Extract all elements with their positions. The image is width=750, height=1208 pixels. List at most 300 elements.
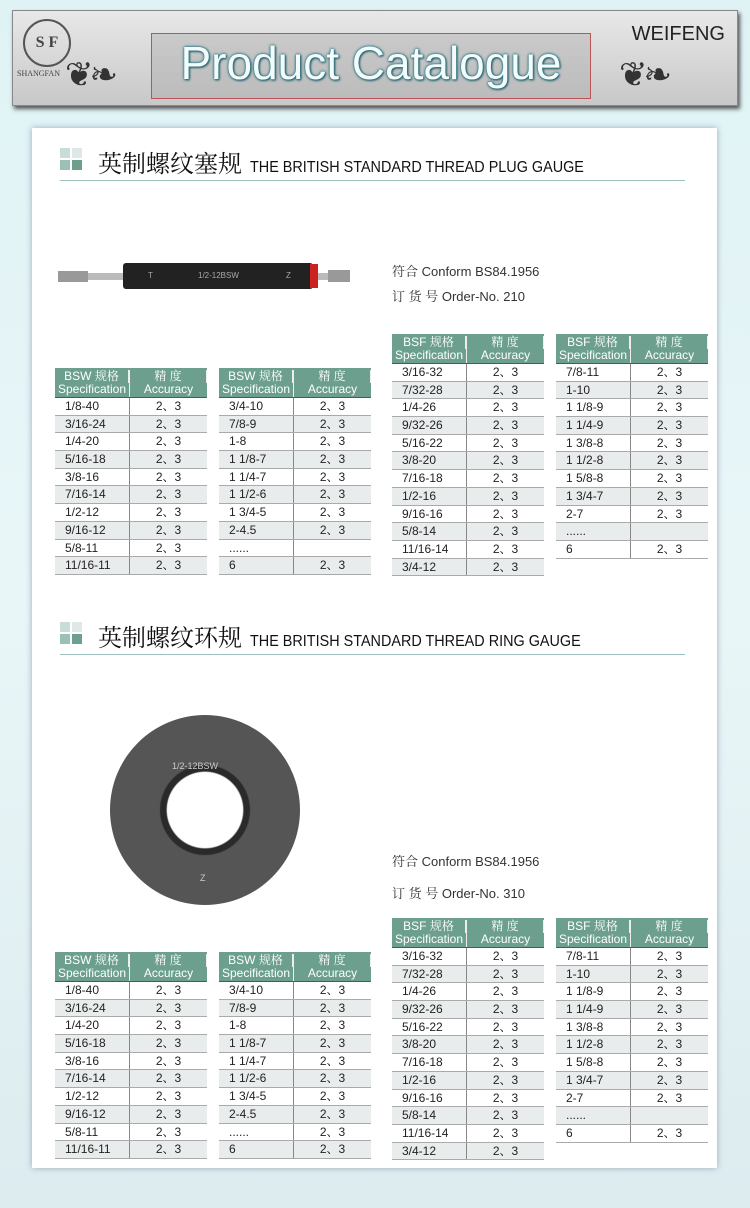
table-row [556, 523, 708, 541]
spec-cell: 1 1/2-6 [219, 486, 294, 503]
title-cn: 英制螺纹塞规 [98, 151, 242, 178]
table-row [55, 469, 207, 487]
accuracy-cell: 2、3 [155, 1018, 182, 1033]
spec-cell: 1 3/8-8 [556, 435, 631, 452]
accuracy-cell: 2、3 [492, 506, 519, 521]
accuracy-cell: 2、3 [492, 1019, 519, 1034]
table-row [556, 1036, 708, 1054]
ring-gauge-image [110, 715, 300, 905]
table-body [392, 948, 544, 1160]
accuracy-cell: 2、3 [492, 453, 519, 468]
accuracy-cell: 2、3 [155, 1036, 182, 1051]
spec-cell: 1 1/8-7 [219, 451, 294, 468]
table-row [219, 522, 371, 540]
accuracy-cell: 2、3 [319, 1036, 346, 1051]
order-number: 订 货 号 Order-No. 310 [392, 886, 525, 901]
accuracy-cell: 2、3 [492, 1072, 519, 1087]
spec-cell: 1/2-16 [392, 1072, 467, 1089]
spec-header [55, 370, 130, 397]
spec-header-cn: BSW 规格 [55, 954, 129, 967]
spec-cell: 6 [556, 541, 631, 558]
table-row [55, 416, 207, 434]
accuracy-cell: 2、3 [155, 540, 182, 555]
accuracy-header-en: Accuracy [307, 382, 358, 396]
accuracy-cell: 2、3 [656, 506, 683, 521]
table-row [55, 504, 207, 522]
accuracy-cell: 2、3 [155, 505, 182, 520]
accuracy-cell: 2、3 [492, 418, 519, 433]
table-row [556, 506, 708, 524]
table-row [392, 983, 544, 1001]
accuracy-cell: 2、3 [319, 505, 346, 520]
table-row [392, 506, 544, 524]
spec-header [392, 336, 467, 363]
accuracy-cell: 2、3 [319, 558, 346, 573]
spec-cell: 9/16-16 [392, 1090, 467, 1107]
accuracy-header-cn: 精 度 [631, 920, 708, 933]
spec-cell: 5/8-14 [392, 523, 467, 540]
table-row [392, 452, 544, 470]
spec-cell: 1/4-26 [392, 399, 467, 416]
accuracy-cell: 2、3 [656, 1055, 683, 1070]
catalogue-title: Product Catalogue [180, 37, 562, 89]
accuracy-cell: 2、3 [492, 559, 519, 574]
accuracy-header-en: Accuracy [480, 932, 531, 946]
spec-cell: 11/16-14 [392, 1125, 467, 1142]
spec-cell: 1 1/4-9 [556, 1001, 631, 1018]
spec-cell: 1 3/8-8 [556, 1019, 631, 1036]
spec-cell: 11/16-11 [55, 557, 130, 574]
gauge-marking: 1/2-12BSW [198, 271, 239, 280]
accuracy-header-en: Accuracy [143, 966, 194, 980]
table-row [556, 1072, 708, 1090]
accuracy-cell: 2、3 [319, 1071, 346, 1086]
spec-cell: 5/8-14 [392, 1107, 467, 1124]
spec-cell: 1 3/4-5 [219, 504, 294, 521]
table-row [392, 1090, 544, 1108]
table-row [392, 382, 544, 400]
table-row [392, 1125, 544, 1143]
accuracy-cell: 2、3 [155, 487, 182, 502]
spec-cell: 1 1/2-8 [556, 452, 631, 469]
spec-cell: 3/8-16 [55, 1053, 130, 1070]
accuracy-cell: 2、3 [656, 382, 683, 397]
table-row [219, 982, 371, 1000]
table-row [556, 1090, 708, 1108]
accuracy-cell: 2、3 [319, 983, 346, 997]
accuracy-cell: 2、3 [319, 399, 346, 413]
accuracy-cell: 2、3 [319, 487, 346, 502]
spec-header-cn: BSW 规格 [219, 370, 293, 383]
spec-cell: 1/2-12 [55, 504, 130, 521]
spec-cell: 9/16-12 [55, 522, 130, 539]
accuracy-cell: 2、3 [492, 949, 519, 963]
accuracy-cell: 2、3 [492, 1108, 519, 1123]
accuracy-cell: 2、3 [492, 1143, 519, 1158]
table-row [392, 559, 544, 577]
accuracy-cell: 2、3 [656, 541, 683, 556]
spec-cell: 2-4.5 [219, 522, 294, 539]
accuracy-cell: 2、3 [155, 452, 182, 467]
table-row [55, 1106, 207, 1124]
spec-header-cn: BSF 规格 [556, 336, 630, 349]
spec-cell: 1/4-20 [55, 1017, 130, 1034]
accuracy-cell: 2、3 [155, 983, 182, 997]
spec-header-cn: BSF 规格 [392, 336, 466, 349]
table-row [392, 364, 544, 382]
table-row [556, 1001, 708, 1019]
spec-cell: 3/4-12 [392, 559, 467, 576]
table-header [556, 334, 708, 364]
accuracy-cell: 2、3 [155, 522, 182, 537]
spec-cell: 5/16-18 [55, 451, 130, 468]
table-row [55, 486, 207, 504]
spec-cell: 1/2-12 [55, 1088, 130, 1105]
accuracy-cell: 2、3 [155, 416, 182, 431]
accuracy-cell: 2、3 [319, 469, 346, 484]
spec-cell: 7/8-9 [219, 416, 294, 433]
table-row [392, 1107, 544, 1125]
spec-header-en: Specification [57, 966, 127, 980]
accuracy-header-cn: 精 度 [294, 370, 371, 383]
table-row [55, 398, 207, 416]
accuracy-cell: 2、3 [656, 1125, 683, 1140]
spec-header [556, 336, 631, 363]
accuracy-cell: 2、3 [319, 522, 346, 537]
table-row [219, 1070, 371, 1088]
table-header [219, 368, 371, 398]
plug-gauge-image [58, 262, 350, 290]
accuracy-cell: 2、3 [492, 1055, 519, 1070]
accuracy-cell: 2、3 [319, 1018, 346, 1033]
table-row [55, 451, 207, 469]
spec-cell: 6 [219, 1141, 294, 1158]
conform-text: 符合 Conform BS84.1956 [392, 854, 540, 869]
section-square-icon [60, 148, 82, 170]
accuracy-cell: 2、3 [155, 1142, 182, 1157]
accuracy-cell: 2、3 [492, 488, 519, 503]
order-number: 订 货 号 Order-No. 210 [392, 289, 525, 304]
spec-cell: 2-7 [556, 506, 631, 523]
spec-cell: 7/8-11 [556, 948, 631, 965]
table-row [55, 557, 207, 575]
spec-cell: 1/2-16 [392, 488, 467, 505]
spec-header-en: Specification [394, 932, 464, 946]
accuracy-header [467, 920, 544, 947]
table-row [392, 488, 544, 506]
spec-table [55, 952, 207, 1159]
accuracy-cell: 2、3 [492, 984, 519, 999]
table-row [392, 541, 544, 559]
accuracy-cell: 2、3 [155, 1071, 182, 1086]
table-row [556, 364, 708, 382]
spec-cell: 2-4.5 [219, 1106, 294, 1123]
accuracy-cell: 2、3 [656, 488, 683, 503]
spec-header-en: Specification [558, 932, 628, 946]
accuracy-cell: 2、3 [155, 469, 182, 484]
table-row [556, 966, 708, 984]
accuracy-header-en: Accuracy [307, 966, 358, 980]
table-body [219, 398, 371, 575]
spec-cell: 1/4-26 [392, 983, 467, 1000]
accuracy-header [294, 370, 371, 397]
accuracy-cell: 2、3 [155, 1089, 182, 1104]
spec-cell: 1 5/8-8 [556, 1054, 631, 1071]
accuracy-cell: 2、3 [656, 966, 683, 981]
accuracy-cell: 2、3 [319, 1089, 346, 1104]
spec-cell: 3/16-24 [55, 1000, 130, 1017]
table-row [219, 1000, 371, 1018]
spec-header-en: Specification [394, 348, 464, 362]
table-row [219, 398, 371, 416]
table-row [556, 470, 708, 488]
accuracy-header-cn: 精 度 [130, 370, 207, 383]
spec-cell: 5/8-11 [55, 540, 130, 557]
accuracy-cell: 2、3 [319, 1124, 346, 1139]
table-row [556, 452, 708, 470]
spec-cell: 5/16-22 [392, 1019, 467, 1036]
logo-subtitle: SHANGFAN [17, 69, 60, 78]
accuracy-cell: 2、3 [155, 1106, 182, 1121]
spec-cell: ...... [556, 523, 631, 540]
table-row [392, 1001, 544, 1019]
spec-header-en: Specification [221, 966, 291, 980]
spec-cell: 7/32-28 [392, 966, 467, 983]
accuracy-cell: 2、3 [155, 558, 182, 573]
table-row [556, 399, 708, 417]
accuracy-cell: 2、3 [656, 1019, 683, 1034]
spec-cell: 7/16-18 [392, 470, 467, 487]
accuracy-cell: 2、3 [319, 1053, 346, 1068]
spec-cell: 6 [556, 1125, 631, 1142]
table-body [219, 982, 371, 1159]
gauge-z: Z [286, 271, 291, 280]
accuracy-cell: 2、3 [492, 1125, 519, 1140]
table-header [392, 334, 544, 364]
accuracy-cell: 2、3 [492, 365, 519, 379]
spec-cell: 1 1/8-9 [556, 983, 631, 1000]
accuracy-cell: 2、3 [492, 524, 519, 539]
accuracy-cell: 2、3 [656, 1002, 683, 1017]
table-row [556, 1125, 708, 1143]
gauge-marking: 1/2-12BSW [172, 761, 219, 771]
divider [60, 654, 685, 655]
table-row [55, 1053, 207, 1071]
table-row [219, 433, 371, 451]
table-row [556, 1107, 708, 1125]
table-body [392, 364, 544, 576]
table-row [219, 1053, 371, 1071]
accuracy-header-cn: 精 度 [467, 920, 544, 933]
spec-table [55, 368, 207, 575]
ornament-icon: ❦❧ [65, 56, 114, 94]
accuracy-cell: 2、3 [656, 984, 683, 999]
table-row [392, 470, 544, 488]
accuracy-cell: 2、3 [656, 435, 683, 450]
table-row [392, 1072, 544, 1090]
ornament-icon: ❦❧ [619, 56, 668, 94]
spec-cell: 1-8 [219, 433, 294, 450]
title-en: THE BRITISH STANDARD THREAD PLUG GAUGE [250, 159, 584, 176]
spec-cell: 5/16-22 [392, 435, 467, 452]
spec-cell: 1 5/8-8 [556, 470, 631, 487]
table-row [556, 948, 708, 966]
accuracy-cell: 2、3 [155, 1124, 182, 1139]
table-row [55, 522, 207, 540]
table-row [55, 1141, 207, 1159]
spec-cell: 1 1/8-7 [219, 1035, 294, 1052]
table-row [219, 1106, 371, 1124]
table-header [392, 918, 544, 948]
spec-cell: 3/4-10 [219, 398, 294, 415]
table-row [392, 1019, 544, 1037]
table-row [219, 486, 371, 504]
spec-table [392, 918, 544, 1160]
accuracy-header-en: Accuracy [644, 348, 695, 362]
spec-cell: 7/16-18 [392, 1054, 467, 1071]
accuracy-cell: 2、3 [656, 1072, 683, 1087]
accuracy-cell: 2、3 [656, 418, 683, 433]
spec-table [219, 952, 371, 1159]
accuracy-cell: 2、3 [656, 949, 683, 963]
accuracy-cell [294, 540, 371, 557]
table-row [55, 1088, 207, 1106]
spec-header-en: Specification [558, 348, 628, 362]
accuracy-cell: 2、3 [319, 1000, 346, 1015]
title-box [151, 33, 591, 99]
table-row [55, 1000, 207, 1018]
spec-header [392, 920, 467, 947]
spec-cell: 1 3/4-5 [219, 1088, 294, 1105]
spec-cell: 2-7 [556, 1090, 631, 1107]
accuracy-cell: 2、3 [492, 966, 519, 981]
spec-cell: 1 1/4-9 [556, 417, 631, 434]
spec-cell: 1 1/4-7 [219, 469, 294, 486]
table-row [219, 451, 371, 469]
table-row [556, 1019, 708, 1037]
spec-cell: 3/4-10 [219, 982, 294, 999]
table-header [55, 368, 207, 398]
table-row [219, 1141, 371, 1159]
accuracy-header [631, 336, 708, 363]
section-title-ring [98, 618, 617, 653]
table-row [556, 382, 708, 400]
accuracy-cell: 2、3 [492, 541, 519, 556]
spec-cell: 1/8-40 [55, 982, 130, 999]
accuracy-cell: 2、3 [492, 382, 519, 397]
table-row [392, 435, 544, 453]
catalogue-header [12, 10, 738, 106]
shangfan-logo: S F [23, 19, 71, 67]
accuracy-header-cn: 精 度 [631, 336, 708, 349]
gauge-t: T [148, 271, 153, 280]
table-row [392, 399, 544, 417]
spec-cell: 5/8-11 [55, 1124, 130, 1141]
section-square-icon [60, 622, 82, 644]
accuracy-header [130, 370, 207, 397]
spec-header [55, 954, 130, 981]
accuracy-cell [631, 523, 708, 540]
spec-cell: 1-10 [556, 966, 631, 983]
accuracy-cell: 2、3 [492, 471, 519, 486]
table-row [392, 417, 544, 435]
brand-name: WEIFENG [631, 23, 725, 45]
spec-header [556, 920, 631, 947]
spec-header [219, 954, 294, 981]
spec-cell: 7/16-14 [55, 486, 130, 503]
spec-cell: ...... [556, 1107, 631, 1124]
table-row [219, 416, 371, 434]
spec-cell: 1/4-20 [55, 433, 130, 450]
table-row [219, 1035, 371, 1053]
table-header [556, 918, 708, 948]
spec-cell: 3/16-32 [392, 948, 467, 965]
table-row [219, 1088, 371, 1106]
spec-cell: 11/16-11 [55, 1141, 130, 1158]
table-body [556, 364, 708, 559]
spec-cell: 1 1/2-8 [556, 1036, 631, 1053]
accuracy-header-en: Accuracy [143, 382, 194, 396]
spec-cell: 1/8-40 [55, 398, 130, 415]
accuracy-header [467, 336, 544, 363]
accuracy-cell: 2、3 [492, 435, 519, 450]
table-row [556, 983, 708, 1001]
accuracy-cell: 2、3 [319, 1106, 346, 1121]
spec-cell: 3/16-24 [55, 416, 130, 433]
table-row [219, 1124, 371, 1142]
table-row [55, 433, 207, 451]
accuracy-header [294, 954, 371, 981]
accuracy-cell [631, 1107, 708, 1124]
table-row [392, 1143, 544, 1161]
spec-header-cn: BSF 规格 [556, 920, 630, 933]
spec-cell: 11/16-14 [392, 541, 467, 558]
table-row [392, 1036, 544, 1054]
accuracy-cell: 2、3 [656, 365, 683, 379]
spec-cell: ...... [219, 540, 294, 557]
spec-cell: 1 3/4-7 [556, 488, 631, 505]
accuracy-cell: 2、3 [656, 471, 683, 486]
spec-cell: 6 [219, 557, 294, 574]
spec-table [219, 368, 371, 575]
spec-cell: 7/8-9 [219, 1000, 294, 1017]
table-row [219, 557, 371, 575]
table-row [392, 948, 544, 966]
accuracy-cell: 2、3 [155, 1053, 182, 1068]
table-body [55, 398, 207, 575]
spec-header-cn: BSW 规格 [55, 370, 129, 383]
spec-cell: 3/8-16 [55, 469, 130, 486]
accuracy-cell: 2、3 [656, 453, 683, 468]
spec-cell: 9/32-26 [392, 417, 467, 434]
conform-text: 符合 Conform BS84.1956 [392, 264, 540, 279]
spec-cell: 3/4-12 [392, 1143, 467, 1160]
accuracy-cell: 2、3 [656, 1037, 683, 1052]
spec-cell: 5/16-18 [55, 1035, 130, 1052]
spec-table [556, 334, 708, 559]
spec-cell: 1 1/4-7 [219, 1053, 294, 1070]
table-row [55, 1035, 207, 1053]
spec-cell: 1 3/4-7 [556, 1072, 631, 1089]
spec-table [392, 334, 544, 576]
table-row [556, 1054, 708, 1072]
table-row [556, 541, 708, 559]
spec-cell: 7/16-14 [55, 1070, 130, 1087]
spec-cell: 1 1/8-9 [556, 399, 631, 416]
table-row [55, 982, 207, 1000]
title-en: THE BRITISH STANDARD THREAD RING GAUGE [250, 633, 581, 650]
spec-header [219, 370, 294, 397]
